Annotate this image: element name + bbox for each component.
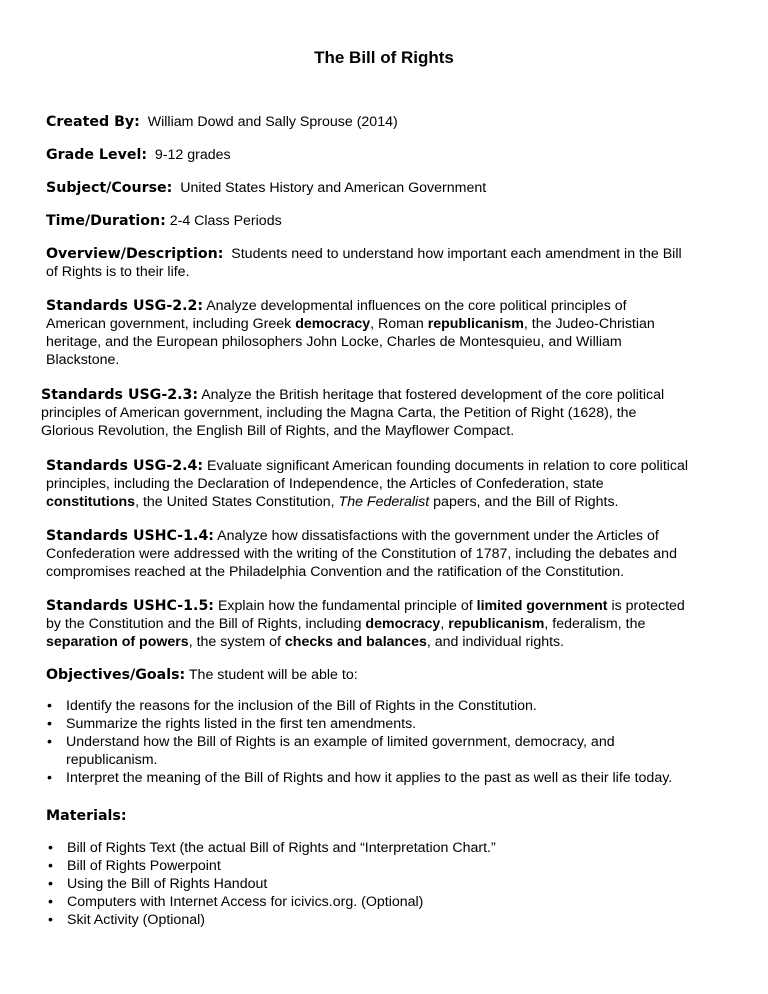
list-item: • Interpret the meaning of the Bill of Rights and how it applies to the past as well as their life today. [45, 769, 735, 787]
list-item: • Using the Bill of Rights Handout [46, 875, 736, 893]
usg22-line-2: American government, including Greek democracy, Roman republicanism, the Judeo-Christian [46, 316, 655, 332]
usg23-line-1: Analyze the British heritage that fostered development of the core political [201, 387, 665, 403]
overview-line-1: Students need to understand how important each amendment in the Bill [231, 246, 682, 262]
list-item: • Bill of Rights Text (the actual Bill of Rights and “Interpretation Chart.” [46, 839, 736, 857]
usg22-line-1: Analyze developmental influences on the core political principles of [206, 298, 627, 314]
list-item: • Understand how the Bill of Rights is an example of limited government, democracy, and republicanism. [45, 733, 666, 769]
list-item: • Identify the reasons for the inclusion of the Bill of Rights in the Constitution. [45, 697, 735, 715]
created-by-value: William Dowd and Sally Sprouse (2014) [147, 114, 398, 130]
overview-section [46, 245, 682, 281]
usg24-line-2: principles, including the Declaration of Independence, the Articles of Confederation, state [46, 476, 604, 492]
subject-value: United States History and American Government [180, 180, 487, 196]
standard-usg-2-2 [46, 297, 655, 369]
usg24-label: Standards USG-2.4: [46, 458, 204, 474]
usg22-line-4: Blackstone. [46, 352, 120, 368]
objectives-label: Objectives/Goals: [46, 667, 186, 683]
materials-list [46, 839, 736, 929]
standard-usg-2-3 [41, 386, 664, 440]
grade-level-label: Grade Level: [46, 147, 148, 163]
materials-heading [46, 807, 127, 825]
created-by-label: Created By: [46, 114, 140, 130]
list-item: • Skit Activity (Optional) [46, 911, 736, 929]
overview-label: Overview/Description: [46, 246, 224, 262]
usg22-label: Standards USG-2.2: [46, 298, 204, 314]
objectives-heading [46, 666, 358, 684]
list-item: • Summarize the rights listed in the first ten amendments. [45, 715, 735, 733]
usg22-line-3: heritage, and the European philosophers John Locke, Charles de Montesquieu, and William [46, 334, 622, 350]
subject-label: Subject/Course: [46, 180, 173, 196]
ushc15-line-2: by the Constitution and the Bill of Rights, including democracy, republicanism, federalism, the [46, 616, 646, 632]
usg23-line-3: Glorious Revolution, the English Bill of Rights, and the Mayflower Compact. [41, 423, 515, 439]
materials-label: Materials: [46, 808, 127, 824]
duration-row [46, 212, 282, 230]
standard-ushc-1-5 [46, 597, 685, 651]
ushc14-line-1: Analyze how dissatisfactions with the government under the Articles of [217, 528, 659, 544]
objectives-list [45, 697, 735, 787]
ushc15-label: Standards USHC-1.5: [46, 598, 214, 614]
usg23-line-2: principles of American government, including the Magna Carta, the Petition of Right (1628), the [41, 405, 637, 421]
usg24-line-3: constitutions, the United States Constitution, The Federalist papers, and the Bill of Rights. [46, 494, 619, 510]
ushc14-label: Standards USHC-1.4: [46, 528, 214, 544]
usg23-label: Standards USG-2.3: [41, 387, 199, 403]
standard-ushc-1-4 [46, 527, 677, 581]
standard-usg-2-4 [46, 457, 688, 511]
page-title: The Bill of Rights [314, 48, 454, 67]
grade-level-value: 9-12 grades [154, 147, 231, 163]
subject-row [46, 179, 486, 197]
ushc15-line-3: separation of powers, the system of checks and balances, and individual rights. [46, 634, 565, 650]
ushc14-line-3: compromises reached at the Philadelphia Convention and the ratification of the Constitution. [46, 564, 625, 580]
duration-value: 2-4 Class Periods [169, 213, 282, 229]
ushc14-line-2: Confederation were addressed with the writing of the Constitution of 1787, including the debates and [46, 546, 677, 562]
grade-level-row [46, 146, 231, 164]
objectives-intro: The student will be able to: [188, 667, 358, 683]
ushc15-line-1: Explain how the fundamental principle of limited government is protected [217, 598, 685, 614]
duration-label: Time/Duration: [46, 213, 166, 229]
list-item: • Computers with Internet Access for icivics.org. (Optional) [46, 893, 736, 911]
overview-line-2: of Rights is to their life. [46, 264, 190, 280]
list-item: • Bill of Rights Powerpoint [46, 857, 736, 875]
created-by-row [46, 113, 398, 131]
usg24-line-1: Evaluate significant American founding documents in relation to core political [206, 458, 689, 474]
